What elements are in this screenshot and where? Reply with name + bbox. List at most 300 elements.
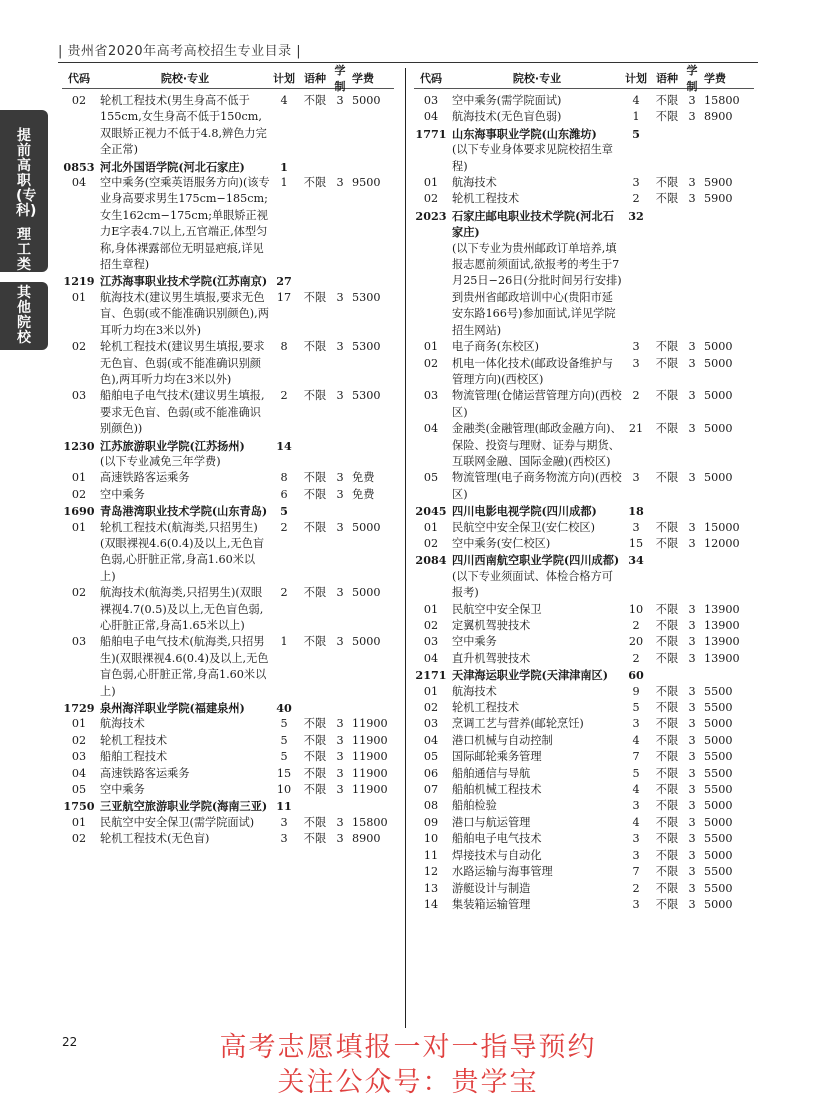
fee-cell: 5000 [704, 356, 733, 370]
duration-cell: 3 [688, 651, 696, 665]
fee-cell: 12000 [704, 536, 740, 550]
fee-cell: 5900 [704, 176, 733, 190]
lang-cell: 不限 [655, 783, 679, 797]
major-row [414, 356, 754, 389]
fee-cell: 5000 [352, 520, 381, 534]
name-cell: 直升机驾驶技术 [452, 651, 531, 665]
lang-cell [298, 700, 332, 716]
page-header: | 贵州省2020年高考高校招生专业目录 | [58, 44, 302, 59]
code-cell: 04 [423, 733, 439, 747]
code-cell: 04 [423, 110, 439, 124]
plan-cell: 4 [632, 94, 640, 107]
name-cell: 轮机工程技术(航海类,只招男生)(双眼裸视4.6(0.4)及以上,无色盲色弱,心肝脏正常,身高1.60米以上) [100, 520, 265, 583]
header-code: 代码 [68, 72, 90, 85]
major-row [414, 815, 754, 831]
duration-cell [332, 503, 348, 519]
duration-cell [684, 241, 700, 339]
fee-cell: 5500 [704, 783, 733, 797]
major-row [62, 831, 394, 847]
fee-cell: 5900 [704, 192, 733, 206]
name-cell: 泉州海洋职业学院(福建泉州) [100, 701, 245, 716]
duration-cell [684, 142, 700, 175]
fee-cell: 11900 [352, 717, 388, 731]
major-row [414, 602, 754, 618]
major-row [414, 798, 754, 814]
name-cell: 三亚航空旅游职业学院(海南三亚) [100, 799, 268, 814]
plan-cell: 8 [280, 471, 288, 485]
major-row [414, 634, 754, 650]
fee-cell [700, 667, 748, 683]
code-cell: 01 [423, 176, 439, 190]
duration-cell [332, 273, 348, 289]
major-row [414, 618, 754, 634]
name-cell: 轮机工程技术(建议男生填报,要求无色盲、色弱(或不能准确识别颜色),两耳听力均在3米以外) [100, 340, 265, 386]
plan-cell: 2 [280, 520, 288, 534]
fee-cell: 5500 [704, 881, 733, 895]
plan-cell: 21 [628, 422, 644, 436]
lang-cell: 不限 [655, 356, 679, 370]
code-cell: 04 [423, 422, 439, 436]
major-row [62, 782, 394, 798]
header-fee: 学费 [352, 72, 374, 85]
lang-cell: 不限 [655, 651, 679, 665]
code-cell: 02 [423, 192, 439, 206]
duration-cell [332, 798, 348, 814]
lang-cell: 不限 [655, 717, 679, 731]
major-row [62, 175, 394, 273]
plan-cell: 10 [276, 783, 292, 797]
plan-cell: 32 [628, 208, 644, 223]
plan-cell: 6 [280, 487, 288, 501]
plan-cell: 34 [628, 553, 644, 568]
plan-cell: 2 [280, 586, 288, 600]
lang-cell: 不限 [303, 389, 327, 403]
duration-cell: 3 [336, 783, 344, 797]
major-row [62, 487, 394, 503]
major-row [414, 684, 754, 700]
header-lang: 语种 [656, 72, 678, 85]
fee-cell [700, 142, 748, 175]
duration-cell: 3 [336, 766, 344, 780]
fee-cell: 13900 [704, 635, 740, 649]
fee-cell: 5000 [704, 848, 733, 862]
major-row [414, 897, 754, 913]
major-row [62, 749, 394, 765]
header-plan: 计划 [625, 72, 647, 85]
name-cell: 集装箱运输管理 [452, 897, 531, 911]
fee-cell: 5000 [352, 635, 381, 649]
plan-cell: 3 [632, 897, 640, 911]
header-fee: 学费 [704, 72, 726, 85]
plan-cell: 10 [628, 602, 644, 616]
plan-cell: 3 [632, 717, 640, 731]
duration-cell: 3 [336, 733, 344, 747]
fee-cell: 5000 [704, 422, 733, 436]
duration-cell: 3 [336, 832, 344, 846]
header-name: 院校·专业 [512, 72, 562, 85]
plan-cell: 7 [632, 750, 640, 764]
fee-cell: 5500 [704, 750, 733, 764]
major-row [62, 585, 394, 634]
name-cell: 游艇设计与制造 [452, 881, 531, 895]
plan-cell: 5 [280, 750, 288, 764]
major-row [414, 848, 754, 864]
name-cell: (以下专业身体要求见院校招生章程) [452, 143, 613, 173]
code-cell: 02 [71, 94, 87, 107]
name-cell: 高速铁路客运乘务 [100, 766, 190, 780]
code-cell: 2171 [415, 668, 447, 683]
major-row [414, 109, 754, 125]
name-cell: 石家庄邮电职业技术学院(河北石家庄) [452, 208, 614, 240]
code-cell: 01 [71, 471, 87, 485]
fee-cell: 5000 [704, 897, 733, 911]
fee-cell [348, 159, 396, 175]
lang-cell: 不限 [303, 635, 327, 649]
lang-cell [298, 273, 332, 289]
duration-cell: 3 [688, 520, 696, 534]
code-cell: 0853 [63, 159, 95, 174]
duration-cell: 3 [688, 733, 696, 747]
lang-cell: 不限 [655, 422, 679, 436]
code-cell: 03 [71, 750, 87, 764]
plan-cell: 4 [632, 733, 640, 747]
major-row [414, 470, 754, 503]
major-row [62, 716, 394, 732]
lang-cell: 不限 [655, 848, 679, 862]
code-cell [414, 569, 448, 602]
header-code: 代码 [420, 72, 442, 85]
lang-cell: 不限 [655, 832, 679, 846]
header-duration: 学制 [334, 64, 346, 93]
fee-cell: 5000 [704, 717, 733, 731]
header-divider [58, 62, 758, 63]
duration-cell: 3 [336, 487, 344, 501]
fee-cell: 5000 [704, 733, 733, 747]
fee-cell: 5000 [704, 471, 733, 485]
major-row [414, 191, 754, 207]
plan-cell: 40 [276, 701, 292, 716]
left-rows [62, 93, 394, 848]
plan-cell: 2 [280, 389, 288, 403]
plan-cell: 18 [628, 504, 644, 519]
lang-cell [650, 569, 684, 602]
lang-cell: 不限 [303, 766, 327, 780]
name-cell: 四川西南航空职业学院(四川成都) [452, 553, 620, 568]
major-row [62, 93, 394, 159]
name-cell: 船舶电子电气技术(航海类,只招男生)(双眼裸视4.6(0.4)及以上,无色盲色弱,心肝脏正常,身高1.60米以上) [100, 635, 269, 698]
plan-cell: 11 [276, 799, 292, 814]
code-cell: 01 [71, 290, 87, 304]
lang-cell: 不限 [655, 94, 679, 107]
table-header [414, 64, 754, 93]
fee-cell [348, 700, 396, 716]
major-row [414, 569, 754, 602]
plan-cell: 4 [280, 94, 288, 107]
name-cell: 港口机械与自动控制 [452, 733, 553, 747]
fee-cell: 5000 [704, 799, 733, 813]
plan-cell: 3 [280, 832, 288, 846]
code-cell: 02 [71, 586, 87, 600]
lang-cell: 不限 [303, 815, 327, 829]
major-row [62, 815, 394, 831]
major-row [62, 520, 394, 586]
lang-cell: 不限 [655, 471, 679, 485]
fee-cell: 5500 [704, 766, 733, 780]
fee-cell: 免费 [352, 471, 375, 485]
duration-cell: 3 [688, 619, 696, 632]
code-cell: 02 [71, 832, 87, 846]
code-cell: 12 [423, 865, 439, 879]
duration-cell: 3 [688, 799, 696, 813]
lang-cell: 不限 [303, 586, 327, 600]
plan-cell: 5 [632, 701, 640, 715]
lang-cell [298, 454, 332, 470]
fee-cell [700, 569, 748, 602]
major-row [414, 749, 754, 765]
duration-cell: 3 [336, 717, 344, 731]
fee-cell [348, 454, 396, 470]
name-cell: 定翼机驾驶技术 [452, 619, 531, 632]
code-cell: 03 [423, 94, 439, 107]
fee-cell [348, 503, 396, 519]
school-row [414, 552, 754, 568]
fee-cell [348, 798, 396, 814]
fee-cell [700, 208, 748, 241]
lang-cell: 不限 [303, 176, 327, 190]
name-cell: 江苏海事职业技术学院(江苏南京) [100, 274, 268, 289]
code-cell: 01 [71, 815, 87, 829]
major-row [414, 716, 754, 732]
lang-cell: 不限 [303, 520, 327, 534]
code-cell: 03 [71, 635, 87, 649]
name-cell: 航海技术 [452, 176, 497, 190]
school-row [62, 438, 394, 454]
watermark-line2: 关注公众号：贵学宝 [277, 1067, 539, 1098]
name-cell: 焊接技术与自动化 [452, 848, 542, 862]
lang-cell [298, 159, 332, 175]
major-row [414, 142, 754, 175]
school-row [62, 798, 394, 814]
fee-cell: 9500 [352, 176, 381, 190]
major-row [414, 700, 754, 716]
major-row [62, 388, 394, 437]
code-cell: 02 [71, 487, 87, 501]
duration-cell: 3 [688, 635, 696, 649]
fee-cell [700, 126, 748, 142]
lang-cell: 不限 [303, 340, 327, 354]
name-cell: 民航空中安全保卫(安仁校区) [452, 520, 595, 534]
lang-cell: 不限 [303, 94, 327, 107]
fee-cell [700, 241, 748, 339]
duration-cell: 3 [688, 766, 696, 780]
plan-cell: 1 [280, 635, 288, 649]
name-cell: 烹调工艺与营养(邮轮烹饪) [452, 717, 584, 731]
name-cell: 空中乘务(空乘英语服务方向)(该专业身高要求男生175cm−185cm;女生162cm−175cm;单眼矫正视力E字表4.7以上,五官端正,体型匀称,身体裸露部位无明显疤痕,详见招生章程) [100, 176, 270, 272]
plan-cell: 4 [632, 815, 640, 829]
duration-cell: 3 [688, 815, 696, 829]
plan-cell: 3 [632, 848, 640, 862]
plan-cell: 5 [280, 717, 288, 731]
lang-cell: 不限 [655, 110, 679, 124]
plan-cell: 3 [632, 520, 640, 534]
duration-cell [684, 208, 700, 241]
lang-cell [650, 142, 684, 175]
plan-cell: 3 [280, 815, 288, 829]
code-cell [62, 454, 96, 470]
lang-cell: 不限 [655, 865, 679, 879]
major-row [414, 175, 754, 191]
name-cell: 水路运输与海事管理 [452, 865, 553, 879]
name-cell: 船舶机械工程技术 [452, 783, 542, 797]
plan-cell: 20 [628, 635, 644, 649]
duration-cell: 3 [688, 471, 696, 485]
header-plan: 计划 [273, 72, 295, 85]
plan-cell: 15 [628, 536, 644, 550]
name-cell: 船舶电子电气技术(建议男生填报,要求无色盲、色弱(或不能准确识别颜色)) [100, 389, 265, 436]
duration-cell: 3 [688, 356, 696, 370]
major-row [62, 339, 394, 388]
plan-cell: 1 [280, 176, 288, 190]
lang-cell: 不限 [655, 766, 679, 780]
duration-cell [684, 503, 700, 519]
lang-cell: 不限 [303, 832, 327, 846]
code-cell: 09 [423, 815, 439, 829]
code-cell: 03 [423, 389, 439, 403]
name-cell: 江苏旅游职业学院(江苏扬州) [100, 438, 245, 453]
duration-cell [332, 700, 348, 716]
duration-cell: 3 [688, 832, 696, 846]
duration-cell: 3 [336, 290, 344, 304]
fee-cell: 11900 [352, 783, 388, 797]
fee-cell: 免费 [352, 487, 375, 501]
fee-cell [700, 503, 748, 519]
fee-cell: 11900 [352, 733, 388, 747]
lang-cell: 不限 [655, 602, 679, 616]
code-cell: 1690 [63, 504, 95, 519]
plan-cell: 8 [280, 340, 288, 354]
fee-cell: 5300 [352, 340, 381, 354]
code-cell: 05 [423, 750, 439, 764]
plan-cell: 3 [632, 799, 640, 813]
plan-cell: 3 [632, 832, 640, 846]
duration-cell: 3 [336, 586, 344, 600]
name-cell: 轮机工程技术 [452, 192, 520, 206]
lang-cell: 不限 [655, 619, 679, 632]
duration-cell: 3 [688, 717, 696, 731]
name-cell: 物流管理(仓储运营管理方向)(西校区) [452, 389, 622, 419]
plan-cell: 1 [280, 159, 288, 174]
lang-cell: 不限 [655, 176, 679, 190]
code-cell: 02 [423, 356, 439, 370]
name-cell: (以下专业为贵州邮政订单培养,填报志愿前须面试,欲报考的考生于7月25日−26日(分批时间另行安排)到贵州省邮政培训中心(贵阳市延安东路166号)参加面试,详见学院招生网站) [452, 241, 622, 337]
code-cell: 2045 [415, 504, 447, 519]
fee-cell: 5000 [704, 389, 733, 403]
duration-cell [684, 667, 700, 683]
name-cell: 高速铁路客运乘务 [100, 471, 190, 485]
name-cell: (以下专业减免三年学费) [100, 454, 221, 468]
lang-cell [650, 208, 684, 241]
lang-cell: 不限 [303, 471, 327, 485]
major-row [414, 782, 754, 798]
code-cell: 11 [423, 848, 439, 862]
name-cell: 空中乘务(安仁校区) [452, 536, 551, 550]
code-cell: 01 [423, 602, 439, 616]
duration-cell: 3 [336, 635, 344, 649]
code-cell: 01 [71, 717, 87, 731]
right-rows [414, 93, 754, 913]
code-cell: 04 [423, 651, 439, 665]
duration-cell: 3 [688, 684, 696, 698]
name-cell: 空中乘务 [100, 487, 145, 501]
fee-cell: 13900 [704, 602, 740, 616]
name-cell: 轮机工程技术 [452, 701, 520, 715]
code-cell: 01 [423, 684, 439, 698]
lang-cell: 不限 [655, 635, 679, 649]
plan-cell: 2 [632, 881, 640, 895]
plan-cell: 5 [632, 766, 640, 780]
fee-cell: 8900 [704, 110, 733, 124]
plan-cell: 17 [276, 290, 292, 304]
code-cell: 03 [71, 389, 87, 403]
table-header [62, 64, 394, 93]
plan-cell: 5 [280, 504, 288, 519]
code-cell: 2023 [415, 208, 447, 223]
header-lang: 语种 [304, 72, 326, 85]
major-row [414, 421, 754, 470]
right-column [414, 64, 754, 913]
fee-cell: 5300 [352, 290, 381, 304]
code-cell: 04 [71, 766, 87, 780]
code-cell: 1771 [415, 126, 447, 141]
lang-cell [650, 667, 684, 683]
duration-cell: 3 [688, 536, 696, 550]
header-duration: 学制 [686, 64, 698, 93]
header-name: 院校·专业 [160, 72, 210, 85]
lang-cell: 不限 [655, 733, 679, 747]
lang-cell [298, 438, 332, 454]
plan-cell: 15 [276, 766, 292, 780]
plan-cell: 27 [276, 274, 292, 289]
major-row [414, 733, 754, 749]
school-row [414, 667, 754, 683]
fee-cell: 15800 [352, 815, 388, 829]
watermark-line1: 高考志愿填报一对一指导预约 [219, 1032, 597, 1063]
plan-cell: 14 [276, 438, 292, 453]
duration-cell [684, 569, 700, 602]
code-cell: 13 [423, 881, 439, 895]
lang-cell [298, 798, 332, 814]
lang-cell: 不限 [655, 815, 679, 829]
code-cell: 02 [423, 619, 439, 632]
major-row [414, 536, 754, 552]
name-cell: 空中乘务 [100, 783, 145, 797]
column-divider [405, 68, 406, 1028]
lang-cell [298, 503, 332, 519]
duration-cell: 3 [688, 881, 696, 895]
code-cell: 10 [423, 832, 439, 846]
name-cell: 航海技术(无色盲色弱) [452, 110, 562, 124]
code-cell [414, 142, 448, 175]
code-cell: 03 [423, 717, 439, 731]
left-column [62, 64, 394, 848]
plan-cell: 4 [632, 783, 640, 797]
duration-cell: 3 [688, 783, 696, 797]
code-cell: 06 [423, 766, 439, 780]
major-row [414, 831, 754, 847]
name-cell: 民航空中安全保卫(需学院面试) [100, 815, 255, 829]
plan-cell: 3 [632, 471, 640, 485]
name-cell: 航海技术 [452, 684, 497, 698]
